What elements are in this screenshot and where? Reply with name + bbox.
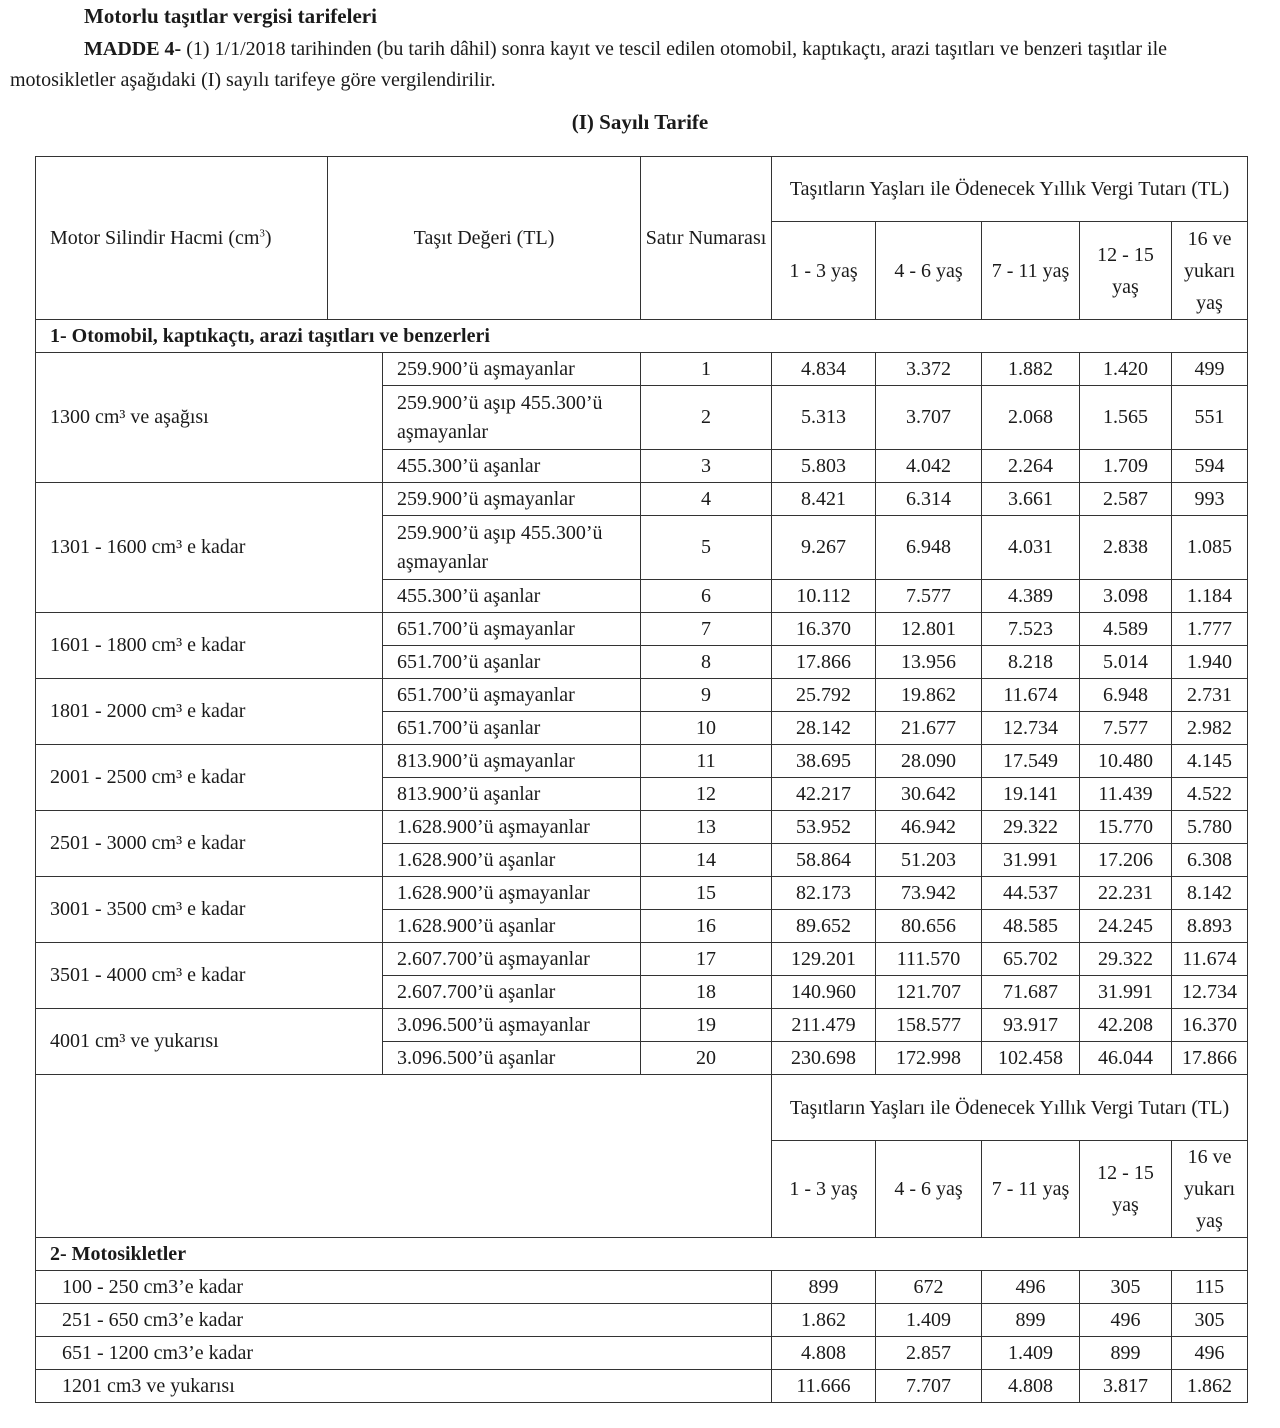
article-label: MADDE 4- <box>84 38 182 60</box>
tax-amount-cell: 28.090 <box>876 745 982 778</box>
tax-amount-cell: 93.917 <box>982 1009 1080 1042</box>
row-number-cell: 10 <box>641 712 772 745</box>
intro-text: (1) 1/1/2018 tarihinden (bu tarih dâhil) sonra kayıt ve tescil edilen otomobil, kaptıkaçtı, arazi taşıtları ve benzeri taşıtlar ile motosikletler aşağıdaki (I) sayılı tarifeye göre vergilendirilir. <box>10 38 1168 91</box>
table-row <box>36 745 1248 778</box>
tax-amount-cell: 1.565 <box>1080 386 1172 450</box>
moto-header-blank <box>36 1075 772 1238</box>
engine-group-label: 4001 cm³ ve yukarısı <box>36 1009 383 1075</box>
tax-amount-cell: 71.687 <box>982 976 1080 1009</box>
tax-amount-cell: 594 <box>1172 450 1248 483</box>
engine-group-label: 1601 - 1800 cm³ e kadar <box>36 613 383 679</box>
tax-amount-cell: 172.998 <box>876 1042 982 1075</box>
tax-amount-cell: 17.206 <box>1080 844 1172 877</box>
engine-group-label: 2501 - 3000 cm³ e kadar <box>36 811 383 877</box>
moto-engine-cell: 1201 cm3 ve yukarısı <box>36 1370 772 1403</box>
tax-amount-cell: 4.808 <box>982 1370 1080 1403</box>
vehicle-value-cell: 651.700’ü aşmayanlar <box>383 613 641 646</box>
moto-engine-cell: 251 - 650 cm3’e kadar <box>36 1304 772 1337</box>
tax-amount-cell: 17.549 <box>982 745 1080 778</box>
tax-amount-cell: 16.370 <box>772 613 876 646</box>
moto-header-age-4: 12 - 15 yaş <box>1080 1141 1172 1238</box>
tax-amount-cell: 5.014 <box>1080 646 1172 679</box>
tax-amount-cell: 6.308 <box>1172 844 1248 877</box>
row-number-cell: 14 <box>641 844 772 877</box>
tax-amount-cell: 8.893 <box>1172 910 1248 943</box>
row-number-cell: 6 <box>641 580 772 613</box>
row-number-cell: 9 <box>641 679 772 712</box>
tax-amount-cell: 111.570 <box>876 943 982 976</box>
tax-amount-cell: 82.173 <box>772 877 876 910</box>
row-number-cell: 19 <box>641 1009 772 1042</box>
tax-amount-cell: 5.313 <box>772 386 876 450</box>
tax-amount-cell: 42.217 <box>772 778 876 811</box>
tax-amount-cell: 4.808 <box>772 1337 876 1370</box>
tax-amount-cell: 1.882 <box>982 353 1080 386</box>
tax-amount-cell: 4.031 <box>982 516 1080 580</box>
header-age-1: 1 - 3 yaş <box>772 222 876 320</box>
table-row <box>36 1370 1248 1403</box>
row-number-cell: 15 <box>641 877 772 910</box>
tax-amount-cell: 16.370 <box>1172 1009 1248 1042</box>
row-number-cell: 20 <box>641 1042 772 1075</box>
tax-amount-cell: 9.267 <box>772 516 876 580</box>
tax-amount-cell: 15.770 <box>1080 811 1172 844</box>
table-row <box>36 353 1248 386</box>
vehicle-value-cell: 1.628.900’ü aşmayanlar <box>383 811 641 844</box>
tax-amount-cell: 1.862 <box>772 1304 876 1337</box>
tax-amount-cell: 496 <box>1172 1337 1248 1370</box>
tax-amount-cell: 10.480 <box>1080 745 1172 778</box>
row-number-cell: 8 <box>641 646 772 679</box>
header-row-number: Satır Numarası <box>641 157 772 320</box>
vehicle-value-cell: 2.607.700’ü aşmayanlar <box>383 943 641 976</box>
table-title: (I) Sayılı Tarife <box>571 110 709 134</box>
table-row <box>36 943 1248 976</box>
tax-amount-cell: 499 <box>1172 353 1248 386</box>
tax-amount-cell: 46.942 <box>876 811 982 844</box>
vehicle-value-cell: 651.700’ü aşmayanlar <box>383 679 641 712</box>
tax-amount-cell: 24.245 <box>1080 910 1172 943</box>
tax-amount-cell: 4.522 <box>1172 778 1248 811</box>
header-age-2: 4 - 6 yaş <box>876 222 982 320</box>
vehicle-value-cell: 259.900’ü aşmayanlar <box>383 483 641 516</box>
tax-amount-cell: 496 <box>1080 1304 1172 1337</box>
tax-amount-cell: 121.707 <box>876 976 982 1009</box>
tax-amount-cell: 17.866 <box>772 646 876 679</box>
tax-amount-cell: 10.112 <box>772 580 876 613</box>
tax-amount-cell: 2.857 <box>876 1337 982 1370</box>
engine-group-label: 1301 - 1600 cm³ e kadar <box>36 483 383 613</box>
table-row <box>36 877 1248 910</box>
tax-amount-cell: 158.577 <box>876 1009 982 1042</box>
header-age-5: 16 ve yukarı yaş <box>1172 222 1248 320</box>
tax-amount-cell: 1.184 <box>1172 580 1248 613</box>
row-number-cell: 4 <box>641 483 772 516</box>
table-row <box>36 1337 1248 1370</box>
vehicle-value-cell: 455.300’ü aşanlar <box>383 580 641 613</box>
tax-amount-cell: 51.203 <box>876 844 982 877</box>
vehicle-value-cell: 651.700’ü aşanlar <box>383 646 641 679</box>
tax-amount-cell: 899 <box>772 1271 876 1304</box>
tax-amount-cell: 30.642 <box>876 778 982 811</box>
header-age-4: 12 - 15 yaş <box>1080 222 1172 320</box>
tax-amount-cell: 2.587 <box>1080 483 1172 516</box>
row-number-cell: 18 <box>641 976 772 1009</box>
vehicle-value-cell: 813.900’ü aşanlar <box>383 778 641 811</box>
tax-amount-cell: 1.409 <box>982 1337 1080 1370</box>
tax-amount-cell: 19.141 <box>982 778 1080 811</box>
tax-amount-cell: 12.801 <box>876 613 982 646</box>
moto-engine-cell: 100 - 250 cm3’e kadar <box>36 1271 772 1304</box>
tax-amount-cell: 551 <box>1172 386 1248 450</box>
vehicle-value-cell: 259.900’ü aşmayanlar <box>383 353 641 386</box>
tax-amount-cell: 8.421 <box>772 483 876 516</box>
tax-amount-cell: 496 <box>982 1271 1080 1304</box>
tax-amount-cell: 46.044 <box>1080 1042 1172 1075</box>
tax-amount-cell: 115 <box>1172 1271 1248 1304</box>
tax-amount-cell: 230.698 <box>772 1042 876 1075</box>
moto-header-age-group: Taşıtların Yaşları ile Ödenecek Yıllık Vergi Tutarı (TL) <box>772 1075 1248 1141</box>
tax-amount-cell: 3.661 <box>982 483 1080 516</box>
tax-amount-cell: 1.409 <box>876 1304 982 1337</box>
vehicle-value-cell: 1.628.900’ü aşmayanlar <box>383 877 641 910</box>
table-row <box>36 1009 1248 1042</box>
tax-amount-cell: 19.862 <box>876 679 982 712</box>
tax-amount-cell: 7.577 <box>876 580 982 613</box>
tax-amount-cell: 11.666 <box>772 1370 876 1403</box>
table-row <box>36 679 1248 712</box>
tax-amount-cell: 29.322 <box>1080 943 1172 976</box>
tax-amount-cell: 993 <box>1172 483 1248 516</box>
tax-amount-cell: 1.420 <box>1080 353 1172 386</box>
tax-amount-cell: 305 <box>1080 1271 1172 1304</box>
tax-amount-cell: 4.389 <box>982 580 1080 613</box>
tax-amount-cell: 899 <box>1080 1337 1172 1370</box>
tax-amount-cell: 12.734 <box>982 712 1080 745</box>
tax-amount-cell: 3.372 <box>876 353 982 386</box>
engine-group-label: 1801 - 2000 cm³ e kadar <box>36 679 383 745</box>
tax-amount-cell: 73.942 <box>876 877 982 910</box>
table-row <box>36 1304 1248 1337</box>
table-row <box>36 1271 1248 1304</box>
tax-amount-cell: 6.314 <box>876 483 982 516</box>
tax-amount-cell: 11.439 <box>1080 778 1172 811</box>
tax-amount-cell: 80.656 <box>876 910 982 943</box>
tax-amount-cell: 6.948 <box>876 516 982 580</box>
header-engine: Motor Silindir Hacmi $(cm^3)$ <box>36 157 328 320</box>
tax-amount-cell: 4.589 <box>1080 613 1172 646</box>
tax-amount-cell: 2.068 <box>982 386 1080 450</box>
tax-amount-cell: 305 <box>1172 1304 1248 1337</box>
tax-amount-cell: 31.991 <box>982 844 1080 877</box>
tax-amount-cell: 7.577 <box>1080 712 1172 745</box>
header-value: Taşıt Değeri (TL) <box>328 157 641 320</box>
tax-amount-cell: 31.991 <box>1080 976 1172 1009</box>
tariff-table <box>35 156 1248 1403</box>
tax-amount-cell: 3.707 <box>876 386 982 450</box>
tax-amount-cell: 1.709 <box>1080 450 1172 483</box>
vehicle-value-cell: 455.300’ü aşanlar <box>383 450 641 483</box>
moto-header-age-2: 4 - 6 yaş <box>876 1141 982 1238</box>
page-title: Motorlu taşıtlar vergisi tarifeleri <box>84 4 377 28</box>
tax-amount-cell: 3.817 <box>1080 1370 1172 1403</box>
tax-amount-cell: 65.702 <box>982 943 1080 976</box>
tax-amount-cell: 5.803 <box>772 450 876 483</box>
row-number-cell: 13 <box>641 811 772 844</box>
tax-amount-cell: 6.948 <box>1080 679 1172 712</box>
tax-amount-cell: 17.866 <box>1172 1042 1248 1075</box>
vehicle-value-cell: 3.096.500’ü aşanlar <box>383 1042 641 1075</box>
section-title-motorcycles: 2- Motosikletler <box>36 1238 1248 1271</box>
tax-amount-cell: 44.537 <box>982 877 1080 910</box>
section-title-cars: 1- Otomobil, kaptıkaçtı, arazi taşıtları ve benzerleri <box>36 320 1248 353</box>
tax-amount-cell: 13.956 <box>876 646 982 679</box>
tax-amount-cell: 22.231 <box>1080 877 1172 910</box>
row-number-cell: 17 <box>641 943 772 976</box>
tax-amount-cell: 2.264 <box>982 450 1080 483</box>
tax-amount-cell: 4.145 <box>1172 745 1248 778</box>
tax-amount-cell: 29.322 <box>982 811 1080 844</box>
row-number-cell: 3 <box>641 450 772 483</box>
vehicle-value-cell: 259.900’ü aşıp 455.300’ü aşmayanlar <box>383 386 641 450</box>
tax-amount-cell: 129.201 <box>772 943 876 976</box>
moto-engine-cell: 651 - 1200 cm3’e kadar <box>36 1337 772 1370</box>
tax-amount-cell: 4.834 <box>772 353 876 386</box>
vehicle-value-cell: 2.607.700’ü aşanlar <box>383 976 641 1009</box>
tax-amount-cell: 2.838 <box>1080 516 1172 580</box>
tax-amount-cell: 21.677 <box>876 712 982 745</box>
table-row <box>36 613 1248 646</box>
tax-amount-cell: 211.479 <box>772 1009 876 1042</box>
vehicle-value-cell: 813.900’ü aşmayanlar <box>383 745 641 778</box>
engine-group-label: 1300 cm³ ve aşağısı <box>36 353 383 483</box>
tax-amount-cell: 8.142 <box>1172 877 1248 910</box>
row-number-cell: 7 <box>641 613 772 646</box>
tax-amount-cell: 38.695 <box>772 745 876 778</box>
row-number-cell: 5 <box>641 516 772 580</box>
moto-header-age-1: 1 - 3 yaş <box>772 1141 876 1238</box>
tax-amount-cell: 2.731 <box>1172 679 1248 712</box>
tax-amount-cell: 140.960 <box>772 976 876 1009</box>
tax-amount-cell: 1.085 <box>1172 516 1248 580</box>
header-age-3: 7 - 11 yaş <box>982 222 1080 320</box>
tax-amount-cell: 11.674 <box>982 679 1080 712</box>
tax-amount-cell: 102.458 <box>982 1042 1080 1075</box>
vehicle-value-cell: 3.096.500’ü aşmayanlar <box>383 1009 641 1042</box>
tax-amount-cell: 25.792 <box>772 679 876 712</box>
header-age-group: Taşıtların Yaşları ile Ödenecek Yıllık Vergi Tutarı (TL) <box>772 157 1248 222</box>
row-number-cell: 12 <box>641 778 772 811</box>
tax-amount-cell: 1.862 <box>1172 1370 1248 1403</box>
table-row <box>36 811 1248 844</box>
vehicle-value-cell: 259.900’ü aşıp 455.300’ü aşmayanlar <box>383 516 641 580</box>
vehicle-value-cell: 1.628.900’ü aşanlar <box>383 844 641 877</box>
tax-amount-cell: 42.208 <box>1080 1009 1172 1042</box>
tax-amount-cell: 899 <box>982 1304 1080 1337</box>
tax-amount-cell: 2.982 <box>1172 712 1248 745</box>
tax-amount-cell: 672 <box>876 1271 982 1304</box>
vehicle-value-cell: 1.628.900’ü aşanlar <box>383 910 641 943</box>
row-number-cell: 16 <box>641 910 772 943</box>
tax-amount-cell: 11.674 <box>1172 943 1248 976</box>
engine-group-label: 2001 - 2500 cm³ e kadar <box>36 745 383 811</box>
table-row <box>36 483 1248 516</box>
tax-amount-cell: 4.042 <box>876 450 982 483</box>
tax-amount-cell: 3.098 <box>1080 580 1172 613</box>
tax-amount-cell: 53.952 <box>772 811 876 844</box>
tax-amount-cell: 89.652 <box>772 910 876 943</box>
vehicle-value-cell: 651.700’ü aşanlar <box>383 712 641 745</box>
tax-amount-cell: 8.218 <box>982 646 1080 679</box>
engine-group-label: 3001 - 3500 cm³ e kadar <box>36 877 383 943</box>
tax-amount-cell: 5.780 <box>1172 811 1248 844</box>
tax-amount-cell: 7.523 <box>982 613 1080 646</box>
tax-amount-cell: 12.734 <box>1172 976 1248 1009</box>
moto-header-age-5: 16 ve yukarı yaş <box>1172 1141 1248 1238</box>
moto-header-age-3: 7 - 11 yaş <box>982 1141 1080 1238</box>
tax-amount-cell: 28.142 <box>772 712 876 745</box>
tax-amount-cell: 48.585 <box>982 910 1080 943</box>
engine-group-label: 3501 - 4000 cm³ e kadar <box>36 943 383 1009</box>
intro-paragraph <box>10 34 1275 96</box>
row-number-cell: 2 <box>641 386 772 450</box>
row-number-cell: 11 <box>641 745 772 778</box>
tax-amount-cell: 1.940 <box>1172 646 1248 679</box>
tax-amount-cell: 58.864 <box>772 844 876 877</box>
tax-amount-cell: 1.777 <box>1172 613 1248 646</box>
tax-amount-cell: 7.707 <box>876 1370 982 1403</box>
row-number-cell: 1 <box>641 353 772 386</box>
